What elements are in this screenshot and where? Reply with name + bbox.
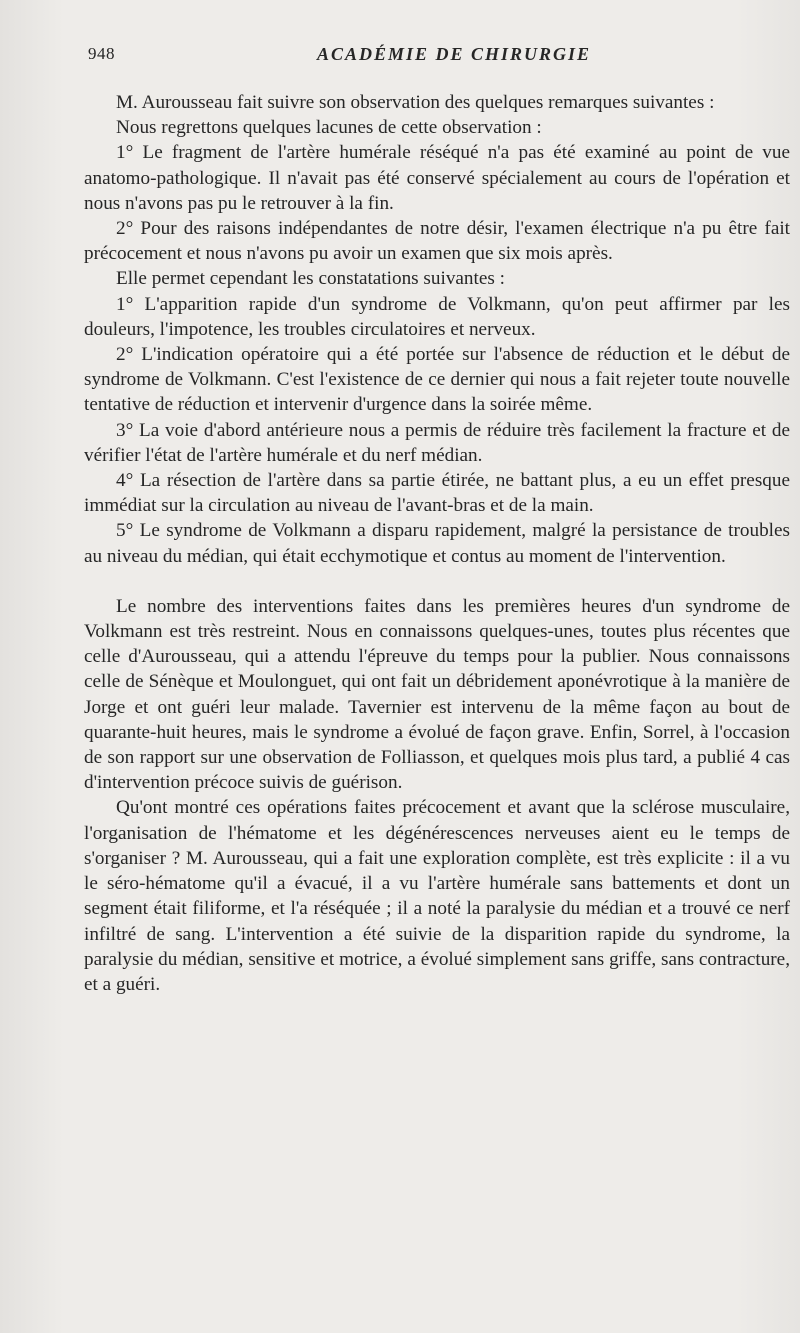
page-header [88,44,790,74]
paragraph-constatation-5: 5° Le syndrome de Volkmann a disparu rapidement, malgré la persistance de troubles au niveau du médian, qui était ecchymotique et contus au moment de l'intervention. [84,520,790,567]
body-text [84,90,790,997]
page-number: 948 [88,44,115,63]
paragraph-operations: Qu'ont montré ces opérations faites précocement et avant que la sclérose musculaire, l'organisation de l'hématome et les dégénérescences nerveuses aient eu le temps de s'organiser ? M. Aurousseau, qui a fait une exploration complète, est très explicite : il a vu le séro-hématome qu'il a évacué, il a vu l'artère humérale sans battements et dont un segment était filiforme, et l'a réséquée ; il a noté la paralysie du médian et a trouvé ce nerf infiltré de sang. L'intervention a été suivie de la disparition rapide du syndrome, la paralysie du médian, sensitive et motrice, a évolué simplement sans griffe, sans contracture, et a guéri. [84,797,790,995]
paragraph-constatations: Elle permet cependant les constatations suivantes : [116,268,505,290]
paragraph-constatation-1: 1° L'apparition rapide d'un syndrome de Volkmann, qu'on peut affirmer par les douleurs, l'impotence, les troubles circulatoires et nerveux. [84,293,790,340]
paragraph-constatation-3: 3° La voie d'abord antérieure nous a permis de réduire très facilement la fracture et de vérifier l'état de l'artère humérale et du nerf médian. [84,419,790,466]
paragraph-lacune-2: 2° Pour des raisons indépendantes de notre désir, l'examen électrique n'a pu être fait précocement et nous n'avons pu avoir un examen que six mois après. [84,218,790,265]
paragraph-lacunes: Nous regrettons quelques lacunes de cette observation : [116,117,542,139]
running-title: ACADÉMIE DE CHIRURGIE [316,44,592,64]
paragraph-lacune-1: 1° Le fragment de l'artère humérale réséqué n'a pas été examiné au point de vue anatomo-pathologique. Il n'avait pas été conservé spécialement au cours de l'opération et nous n'avons pas pu le retrouver à la fin. [84,142,790,214]
paragraph-constatation-4: 4° La résection de l'artère dans sa partie étirée, ne battant plus, a eu un effet presque immédiat sur la circulation au niveau de l'avant-bras et de la main. [84,470,790,517]
paragraph-intro: M. Aurousseau fait suivre son observation des quelques remarques suivantes : [116,92,715,113]
paragraph-interventions: Le nombre des interventions faites dans les premières heures d'un syndrome de Volkmann est très restreint. Nous en connaissons quelques-unes, toutes plus récentes que celle d'Aurousseau, qui a attendu l'épreuve du temps pour la publier. Nous connaissons celle de Sénèque et Moulonguet, qui ont fait un débridement aponévrotique à la manière de Jorge et ont guéri leur malade. Tavernier est intervenu de la même façon au bout de quarante-huit heures, mais le syndrome a évolué de façon grave. Enfin, Sorrel, à l'occasion de son rapport sur une observation de Folliasson, et quelques mois plus tard, a publié 4 cas d'intervention précoce suivis de guérison. [84,595,790,794]
paragraph-constatation-2: 2° L'indication opératoire qui a été portée sur l'absence de réduction et le début de syndrome de Volkmann. C'est l'existence de ce dernier qui nous a fait rejeter toute nouvelle tentative de réduction et intervenir d'urgence dans la soirée même. [84,344,790,416]
